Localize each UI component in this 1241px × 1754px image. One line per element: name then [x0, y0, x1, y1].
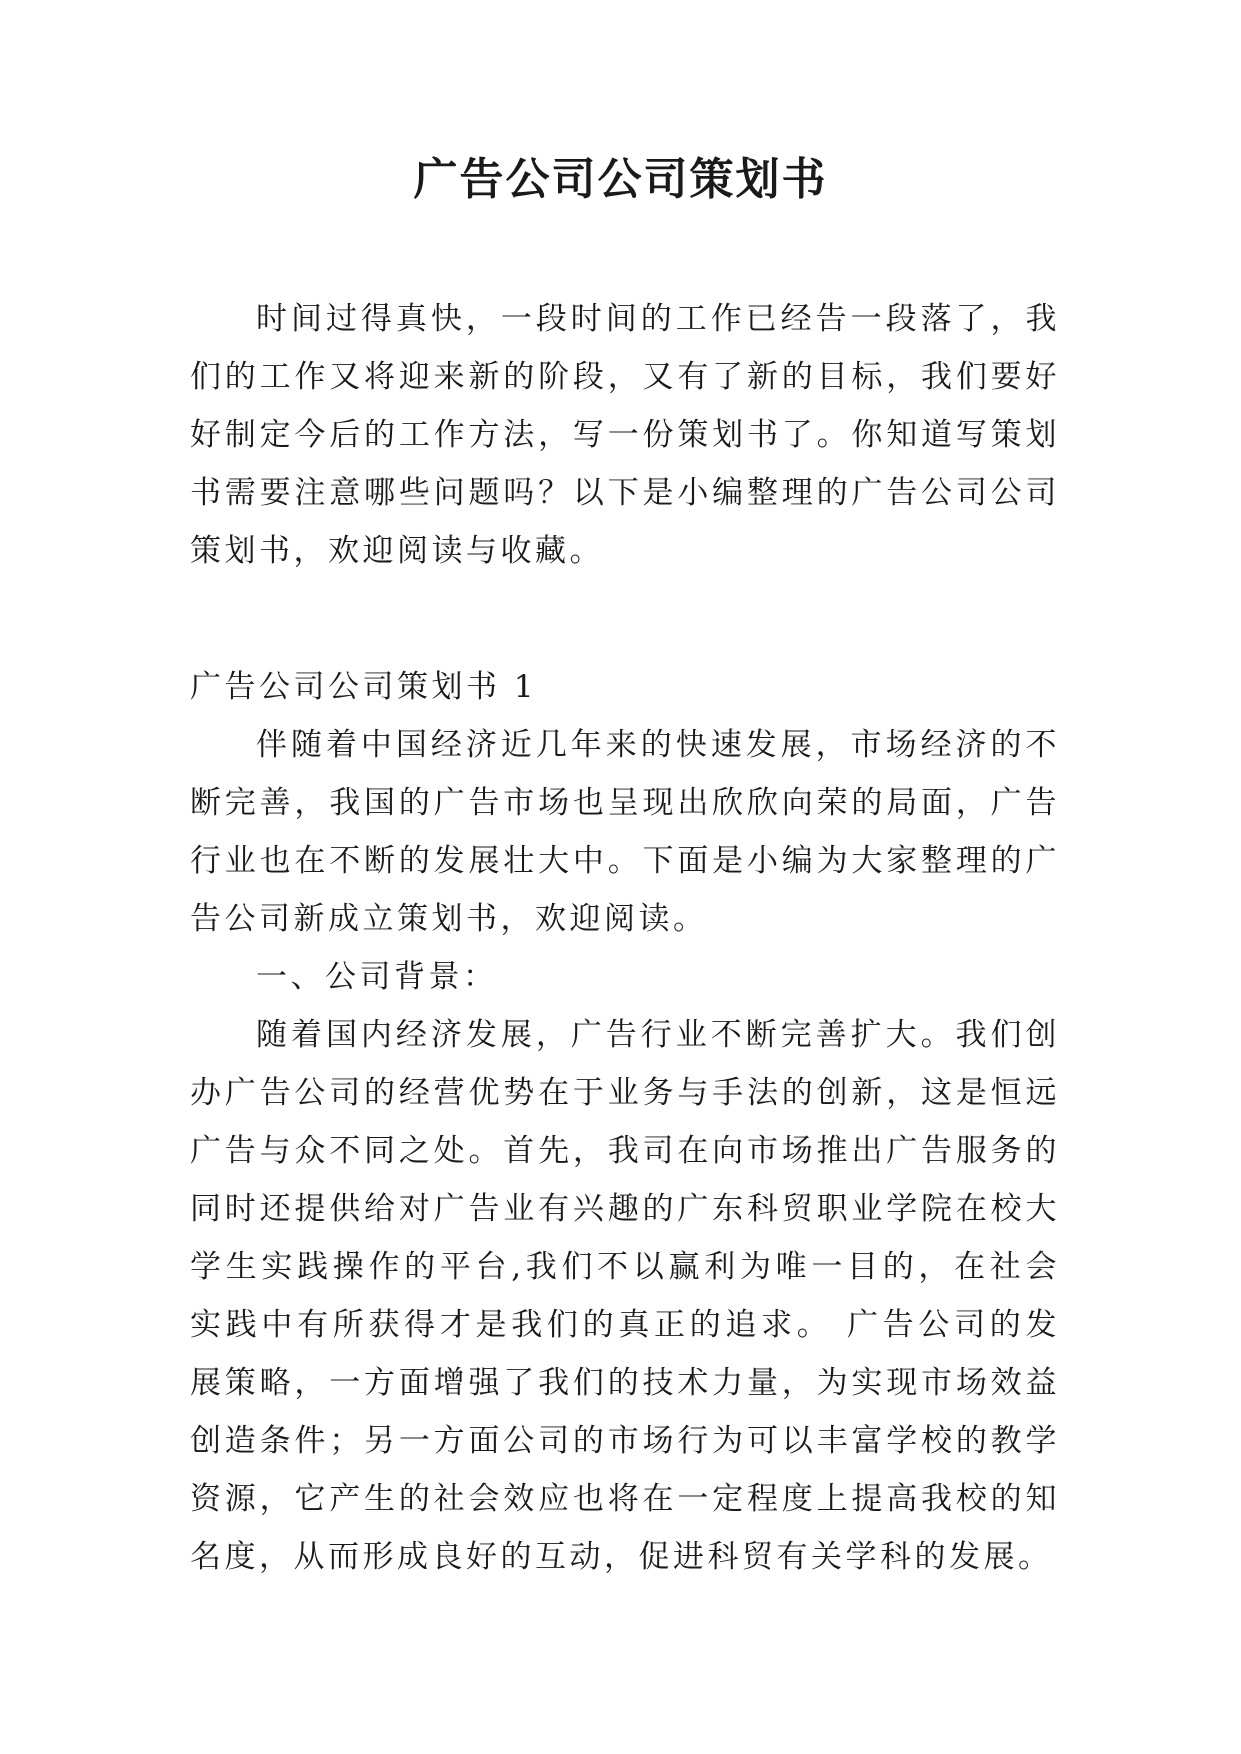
section-subheading-background: 一、公司背景：	[256, 959, 498, 995]
document-body	[190, 290, 1060, 1586]
section-heading: 广告公司公司策划书 1	[190, 669, 538, 705]
section-paragraph-1: 伴随着中国经济近几年来的快速发展，市场经济的不断完善，我国的广告市场也呈现出欣欣向荣的局面，广告行业也在不断的发展壮大中。下面是小编为大家整理的广告公司新成立策划书，欢迎阅读。	[190, 727, 1060, 937]
document-title: 广告公司公司策划书	[413, 154, 828, 205]
section-paragraph-2: 随着国内经济发展，广告行业不断完善扩大。我们创办广告公司的经营优势在于业务与手法的创新，这是恒远广告与众不同之处。首先，我司在向市场推出广告服务的同时还提供给对广告业有兴趣的广东科贸职业学院在校大学生实践操作的平台,我们不以赢利为唯一目的，在社会实践中有所获得才是我们的真正的追求。 广告公司的发展策略，一方面增强了我们的技术力量，为实现市场效益创造条件；另一方面公司的市场行为可以丰富学校的教学资源，它产生的社会效应也将在一定程度上提高我校的知名度，从而形成良好的互动，促进科贸有关学科的发展。	[190, 1017, 1060, 1575]
intro-paragraph: 时间过得真快，一段时间的工作已经告一段落了，我们的工作又将迎来新的阶段，又有了新的目标，我们要好好制定今后的工作方法，写一份策划书了。你知道写策划书需要注意哪些问题吗？以下是小编整理的广告公司公司策划书，欢迎阅读与收藏。	[190, 301, 1060, 569]
section-spacer	[190, 580, 1060, 658]
